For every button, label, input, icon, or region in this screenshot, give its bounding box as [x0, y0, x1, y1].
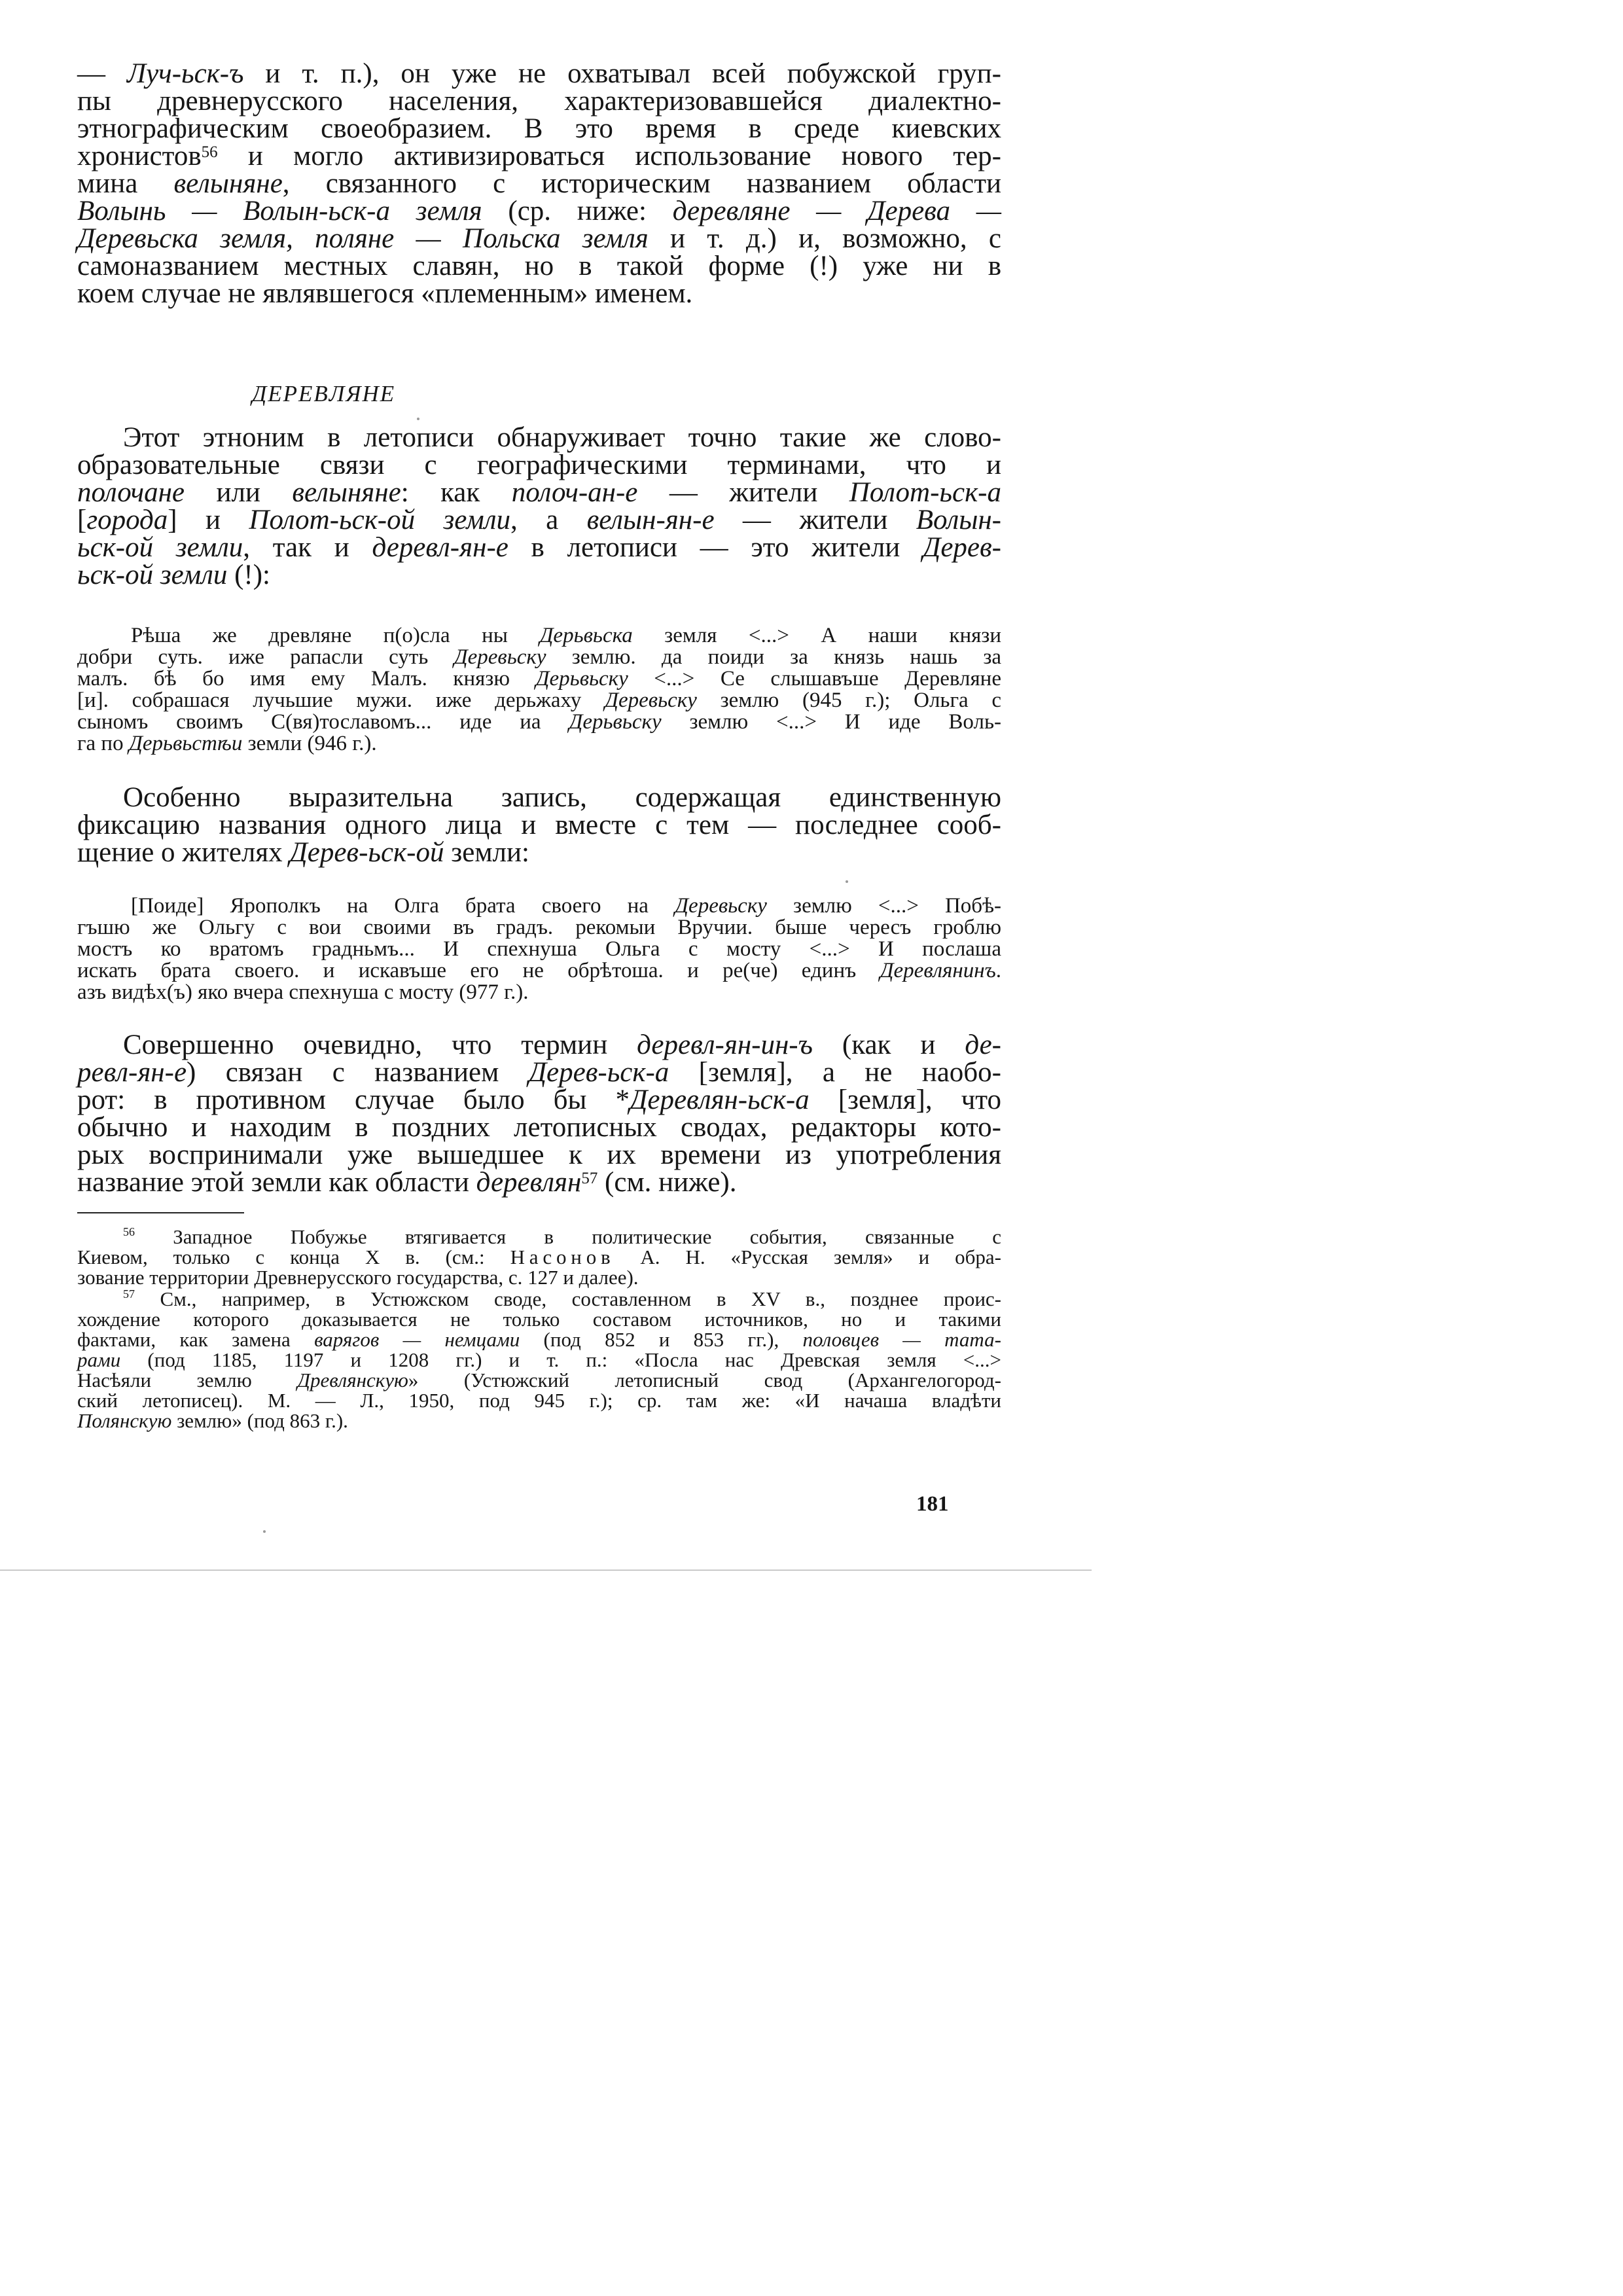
quote-line: [и]. собрашася лучьшие мужи. иже дерьжаху Деревьску землю (945 г.); Ольга с: [77, 689, 1001, 712]
text-line: щение о жителях Дерев-ьск-ой земли:: [77, 837, 529, 868]
text-line: Волынь — Волын-ьск-а земля (ср. ниже: деревляне — Дерева —: [77, 196, 1001, 226]
quote-line: Рѣша же древляне п(о)сла ны Дерьвьска земля <...> А наши князи: [131, 624, 1001, 647]
text-line: этнографическим своеобразием. В это время в среде киевских: [77, 113, 1001, 144]
text-line: образовательные связи с географическими терминами, что и: [77, 450, 1001, 480]
page-edge-line: [0, 1570, 1092, 1571]
text-line: Деревьска земля, поляне — Польска земля и т. д.) и, возможно, с: [77, 223, 1001, 254]
footnote-line: Полянскую землю» (под 863 г.).: [77, 1409, 348, 1432]
text-line: фиксацию названия одного лица и вместе с тем — последнее сооб-: [77, 810, 1001, 840]
text-line: самоназванием местных славян, но в такой форме (!) уже ни в: [77, 251, 1001, 281]
footnote-line: $^{56}$ Западное Побужье втягивается в политические события, связанные с: [123, 1225, 1001, 1248]
quote-line: гъшю же Ольгу с вои своими въ градъ. рекомыи Вручии. быше чересъ гроблю: [77, 916, 1001, 939]
text-line: Этот этноним в летописи обнаруживает точно такие же слово-: [123, 422, 1001, 453]
page-number: 181: [916, 1492, 949, 1516]
footnote-line: ский летописец). М. — Л., 1950, под 945 г.); ср. там же: «И начаша владѣти: [77, 1389, 1001, 1412]
quote-line: [Поиде] Ярополкъ на Олга брата своего на Деревьску землю <...> Побѣ-: [131, 894, 1002, 918]
speck: [846, 880, 848, 883]
quote-line: га по Дерьвьстѣи земли (946 г.).: [77, 732, 377, 755]
text-line: рот: в противном случае было бы *Деревлян-ьск-а [земля], что: [77, 1085, 1002, 1115]
quote-line: искать брата своего. и искавъше его не обрѣтоша. и ре(че) единъ Деревлянинъ.: [77, 959, 1001, 982]
footnote-line: зование территории Древнерусского государства, с. 127 и далее).: [77, 1266, 639, 1289]
footnote-line: $^{57}$ См., например, в Устюжском своде, составленном в XV в., позднее проис-: [123, 1287, 1001, 1310]
quote-line: азъ видѣх(ъ) яко вчера спехнуша с мосту (977 г.).: [77, 980, 529, 1004]
text-line: пы древнерусского населения, характеризовавшейся диалектно-: [77, 86, 1001, 117]
text-line: рых воспринимали уже вышедшее к их времени из употребления: [77, 1139, 1001, 1170]
text-line: ревл-ян-е) связан с названием Дерев-ьск-а [земля], а не наобо-: [77, 1057, 1002, 1088]
text-line: Особенно выразительна запись, содержащая единственную: [123, 782, 1001, 813]
text-line: мина велыняне, связанного с историческим названием области: [77, 168, 1002, 199]
text-line: Совершенно очевидно, что термин деревл-ян-ин-ъ (как и де-: [123, 1030, 1001, 1060]
section-heading: ДЕРЕВЛЯНЕ: [252, 381, 396, 406]
footnote-line: Насѣяли землю Древлянскую» (Устюжский летописный свод (Архангелогород-: [77, 1369, 1002, 1391]
footnote-rule: [77, 1212, 244, 1213]
text-line: полочане или велыняне: как полоч-ан-е — жители Полот-ьск-а: [77, 477, 1001, 508]
text-line: коем случае не являвшегося «племенным» именем.: [77, 278, 693, 309]
text-line: хронистов$^{56}$ и могло активизироваться использование нового тер-: [77, 141, 1001, 171]
text-line: название этой земли как области деревлян$^{57}$ (см. ниже).: [77, 1167, 737, 1198]
speck: [417, 418, 419, 420]
quote-line: малъ. бѣ бо имя ему Малъ. князю Дерьвьску <...> Се слышавъше Деревляне: [77, 667, 1001, 691]
footnote-line: хождение которого доказывается не только составом источников, но и такими: [77, 1308, 1001, 1331]
text-line: ьск-ой земли, так и деревл-ян-е в летописи — это жители Дерев-: [77, 532, 1001, 563]
quote-line: добри суть. иже рапасли суть Деревьску землю. да поиди за князь нашь за: [77, 645, 1002, 669]
text-line: [города] и Полот-ьск-ой земли, а велын-ян-е — жители Волын-: [77, 505, 1001, 535]
text-line: — Луч-ьск-ъ и т. п.), он уже не охватывал всей побужской груп-: [77, 58, 1002, 89]
text-line: обычно и находим в поздних летописных сводах, редакторы кото-: [77, 1112, 1001, 1143]
quote-line: сыномъ своимъ С(вя)тославомъ... иде иа Дерьвьску землю <...> И иде Воль-: [77, 710, 1001, 734]
footnote-line: рами (под 1185, 1197 и 1208 гг.) и т. п.: «Посла нас Древская земля <...>: [77, 1348, 1001, 1371]
text-line: ьск-ой земли (!):: [77, 560, 270, 590]
quote-line: мостъ ко вратомъ градньмъ... И спехнуша Ольга с мосту <...> И послаша: [77, 937, 1001, 961]
footnote-line: фактами, как замена варягов — немцами (под 852 и 853 гг.), половцев — тата-: [77, 1328, 1001, 1351]
footnote-line: Киевом, только с конца X в. (см.: Насонов А. Н. «Русская земля» и обра-: [77, 1246, 1001, 1268]
speck: [263, 1530, 266, 1533]
